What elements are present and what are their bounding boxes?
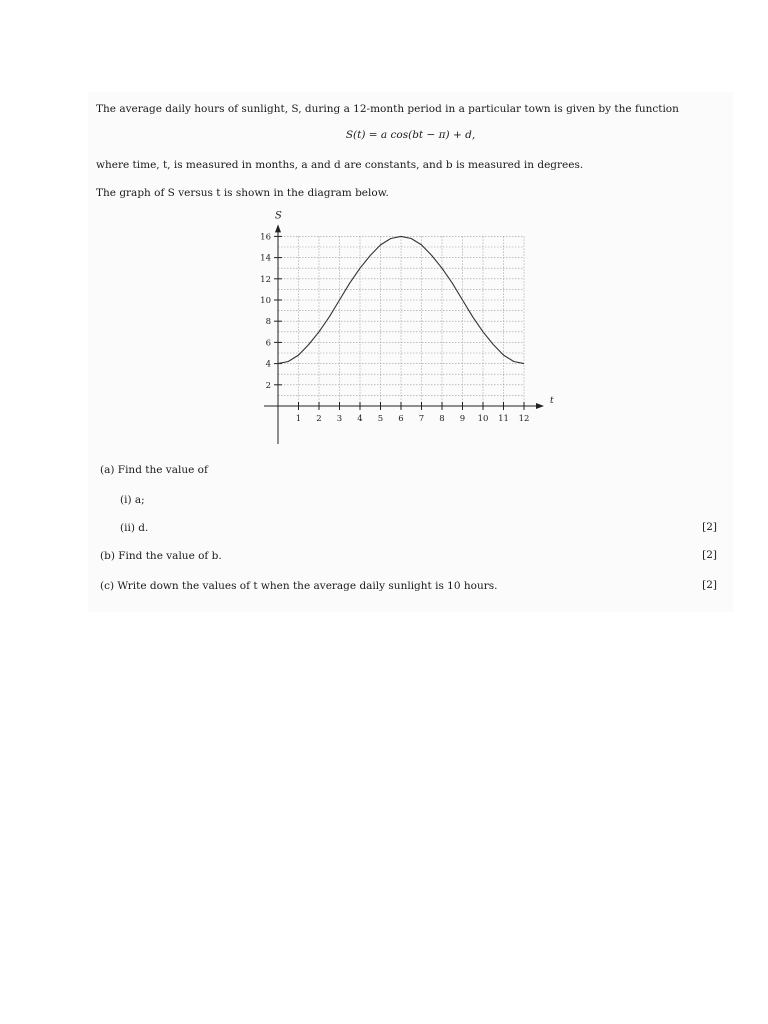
y-tick-label: 4 <box>265 359 271 370</box>
x-tick-label: 1 <box>295 414 302 424</box>
x-tick-label: 10 <box>477 414 489 424</box>
y-tick-label: 12 <box>260 274 271 285</box>
x-tick-label: 9 <box>459 414 466 424</box>
y-tick-label: 6 <box>265 338 271 349</box>
part-b: (b) Find the value of b. <box>100 550 222 562</box>
graph-intro: The graph of S versus t is shown in the diagram below. <box>96 187 389 199</box>
x-tick-label: 12 <box>518 414 530 424</box>
x-tick-label: 11 <box>498 414 509 424</box>
x-tick-label: 5 <box>377 414 384 424</box>
part-c: (c) Write down the values of t when the average daily sunlight is 10 hours. <box>100 580 498 592</box>
x-tick-label: 4 <box>357 414 363 424</box>
x-tick-label: 7 <box>418 414 425 424</box>
y-tick-label: 8 <box>265 317 271 328</box>
part-b-marks: [2] <box>702 549 717 561</box>
part-a-i: (i) a; <box>120 494 145 506</box>
part-a-ii: (ii) d. <box>120 522 149 534</box>
y-axis-label: S <box>275 210 282 222</box>
part-c-marks: [2] <box>702 579 717 591</box>
sunlight-graph <box>248 210 554 450</box>
y-axis-arrow <box>275 224 281 232</box>
variable-description: where time, t, is measured in months, a and d are constants, and b is measured in degrees. <box>96 159 584 171</box>
question-sheet <box>88 92 733 612</box>
y-tick-label: 2 <box>265 380 271 391</box>
equation: S(t) = a cos(bt − π) + d, <box>345 129 476 141</box>
part-a-prompt: (a) Find the value of <box>100 464 208 476</box>
x-tick-label: 3 <box>336 414 343 424</box>
y-tick-label: 14 <box>260 253 271 264</box>
y-tick-label: 16 <box>260 232 271 243</box>
x-tick-label: 6 <box>398 414 404 424</box>
x-tick-label: 8 <box>439 414 445 424</box>
part-a-marks: [2] <box>702 521 717 533</box>
x-axis-arrow <box>536 403 544 409</box>
question-intro: The average daily hours of sunlight, S, during a 12-month period in a particular town is given by the function <box>96 103 679 115</box>
x-tick-label: 2 <box>316 414 322 424</box>
x-axis-label: t <box>550 396 554 406</box>
y-tick-label: 10 <box>260 296 271 306</box>
